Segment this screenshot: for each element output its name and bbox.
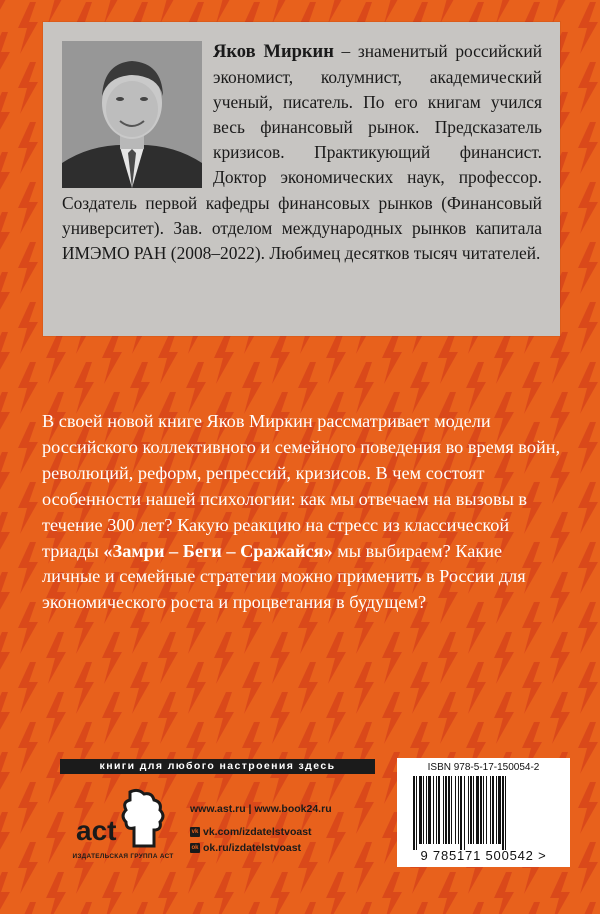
- vk-icon: vk: [191, 829, 199, 835]
- book-description: [42, 409, 562, 616]
- photo-spacer: [62, 39, 213, 189]
- barcode-bar: [445, 776, 447, 844]
- publisher-name: ИЗДАТЕЛЬСКАЯ ГРУППА АСТ: [72, 853, 174, 860]
- websites: www.ast.ru | www.book24.ru: [190, 803, 332, 815]
- barcode-bar: [496, 776, 497, 844]
- vk-url: vk.com/izdatelstvoast: [203, 826, 312, 838]
- bio-body: – знаменитый российский экономист, колумнист, академический ученый, писатель. По его книгам учился весь финансовый рынок. Предсказатель кризисов. Практикующий финансист. Доктор экономических наук, профессор. Создатель первой кафедры финансовых рынков (Финансовый университет). Зав. отделом международных рынков капитала ИМЭМО РАН (2008–2022). Любимец десятков тысяч читателей.: [62, 41, 542, 263]
- isbn-text: ISBN 978-5-17-150054-2: [427, 762, 540, 773]
- description-part2: мы выбираем? Какие личные и семейные стратегии можно применить в России для экономического роста и процветания в будущем?: [42, 540, 526, 613]
- barcode-bar: [443, 776, 444, 844]
- barcode-bar: [426, 776, 427, 844]
- barcode-bar: [451, 776, 452, 844]
- barcode-bar: [464, 776, 465, 850]
- barcode-bar: [438, 776, 440, 844]
- barcode-bar: [470, 776, 472, 844]
- barcode-bar: [490, 776, 491, 844]
- ok-url: ok.ru/izdatelstvoast: [203, 842, 302, 854]
- bio-text: [62, 39, 542, 266]
- barcode-bar: [455, 776, 456, 844]
- barcode-bar: [433, 776, 434, 844]
- barcode-bar: [436, 776, 437, 844]
- barcode-bar: [448, 776, 450, 844]
- ok-link: [190, 842, 301, 854]
- description-highlight: «Замри – Беги – Сражайся»: [103, 540, 333, 561]
- barcode-bar: [419, 776, 422, 844]
- tagline: книги для любого настроения здесь: [60, 759, 375, 774]
- barcode-bar: [492, 776, 494, 844]
- barcode-bar: [480, 776, 482, 844]
- barcode-bar: [498, 776, 501, 844]
- barcode-bar: [460, 776, 462, 850]
- author-name: Яков Миркин: [213, 42, 334, 62]
- barcode-bar: [505, 776, 506, 850]
- description-part1: В своей новой книге Яков Миркин рассматривает модели российского коллективного и семейного поведения во время войн, революций, реформ, репрессий, кризисов. В чем состоят особенности нашей психологии: как мы отвечаем на вызовы в течение 300 лет? Какую реакцию на стресс из классической триады: [42, 411, 561, 561]
- barcode-bar: [423, 776, 424, 844]
- barcode-bar: [458, 776, 459, 844]
- barcode-bar: [413, 776, 415, 850]
- barcode-number: 9 785171 500542 >: [420, 848, 547, 863]
- barcode-bar: [476, 776, 479, 844]
- barcode-bar: [473, 776, 474, 844]
- ok-icon: ok: [191, 845, 199, 851]
- logo-text: act: [76, 815, 117, 846]
- barcode-bar: [486, 776, 487, 844]
- barcode-bar: [502, 776, 504, 850]
- barcode-bar: [416, 776, 417, 850]
- ast-logo-icon: [70, 788, 174, 848]
- barcode-bar: [428, 776, 431, 844]
- barcode-bar: [468, 776, 469, 844]
- author-bio-panel: [43, 22, 560, 336]
- vk-link: [190, 826, 312, 838]
- barcode-bar: [483, 776, 484, 844]
- barcode-panel: [397, 758, 570, 867]
